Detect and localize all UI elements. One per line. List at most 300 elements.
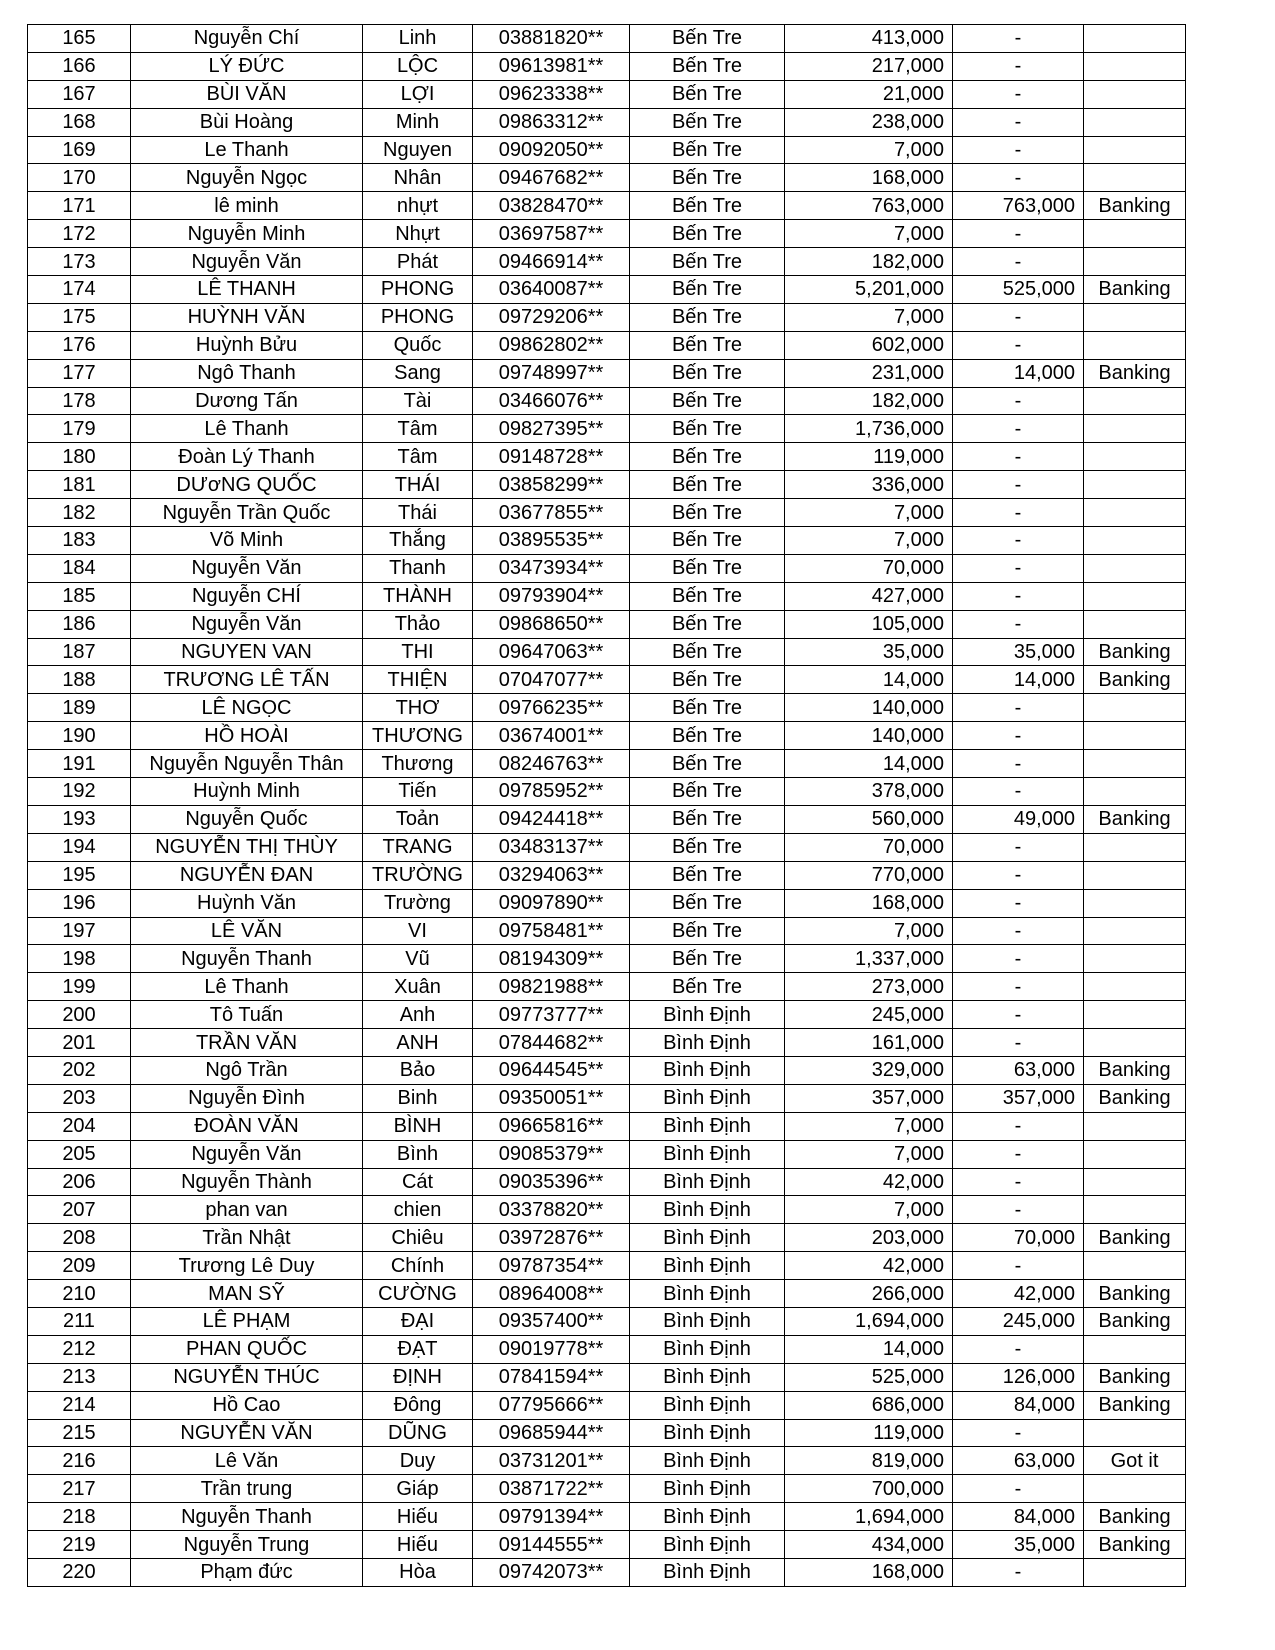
- cell-no: 186: [28, 610, 131, 638]
- cell-paid: -: [953, 1112, 1084, 1140]
- table-row: [28, 359, 1186, 387]
- cell-amount: 266,000: [785, 1280, 953, 1308]
- cell-paid: -: [953, 1196, 1084, 1224]
- cell-amount: 217,000: [785, 52, 953, 80]
- cell-phone: 09773777**: [473, 1001, 630, 1029]
- cell-province: Bình Định: [630, 1196, 785, 1224]
- cell-amount: 245,000: [785, 1001, 953, 1029]
- cell-province: Bến Tre: [630, 164, 785, 192]
- cell-phone: 09742073**: [473, 1558, 630, 1586]
- cell-last-name: VI: [363, 917, 473, 945]
- cell-paid: -: [953, 108, 1084, 136]
- table-row: [28, 471, 1186, 499]
- cell-paid: -: [953, 694, 1084, 722]
- table-row: [28, 861, 1186, 889]
- cell-province: Bến Tre: [630, 722, 785, 750]
- cell-paid: -: [953, 443, 1084, 471]
- cell-province: Bến Tre: [630, 387, 785, 415]
- cell-amount: 119,000: [785, 443, 953, 471]
- cell-no: 179: [28, 415, 131, 443]
- cell-province: Bến Tre: [630, 861, 785, 889]
- cell-amount: 378,000: [785, 778, 953, 806]
- cell-last-name: Tiến: [363, 778, 473, 806]
- cell-paid: -: [953, 722, 1084, 750]
- cell-first-name: Huỳnh Bửu: [131, 331, 363, 359]
- cell-first-name: Le Thanh: [131, 136, 363, 164]
- cell-last-name: Trường: [363, 889, 473, 917]
- table-row: [28, 1140, 1186, 1168]
- cell-method: [1084, 778, 1186, 806]
- cell-first-name: Lê Văn: [131, 1447, 363, 1475]
- cell-method: [1084, 610, 1186, 638]
- cell-phone: 08246763**: [473, 750, 630, 778]
- cell-paid: -: [953, 52, 1084, 80]
- cell-first-name: Ngô Trần: [131, 1056, 363, 1084]
- cell-paid: -: [953, 25, 1084, 53]
- cell-paid: 49,000: [953, 805, 1084, 833]
- cell-no: 199: [28, 973, 131, 1001]
- cell-method: Banking: [1084, 276, 1186, 304]
- cell-province: Bến Tre: [630, 917, 785, 945]
- table-row: [28, 1029, 1186, 1057]
- cell-method: [1084, 945, 1186, 973]
- cell-paid: -: [953, 331, 1084, 359]
- table-row: [28, 722, 1186, 750]
- cell-last-name: PHONG: [363, 276, 473, 304]
- table-row: [28, 1391, 1186, 1419]
- cell-method: [1084, 80, 1186, 108]
- cell-last-name: Hiếu: [363, 1531, 473, 1559]
- cell-no: 203: [28, 1084, 131, 1112]
- cell-last-name: TRƯỜNG: [363, 861, 473, 889]
- cell-paid: 84,000: [953, 1503, 1084, 1531]
- cell-amount: 168,000: [785, 1558, 953, 1586]
- cell-province: Bình Định: [630, 1363, 785, 1391]
- cell-first-name: NGUYỄN THỊ THÙY: [131, 833, 363, 861]
- cell-first-name: Nguyễn Trung: [131, 1531, 363, 1559]
- cell-amount: 42,000: [785, 1252, 953, 1280]
- cell-no: 211: [28, 1307, 131, 1335]
- table-row: [28, 638, 1186, 666]
- cell-method: [1084, 527, 1186, 555]
- cell-last-name: LỘC: [363, 52, 473, 80]
- cell-amount: 119,000: [785, 1419, 953, 1447]
- table-row: [28, 1112, 1186, 1140]
- cell-no: 178: [28, 387, 131, 415]
- cell-first-name: Võ Minh: [131, 527, 363, 555]
- cell-method: Banking: [1084, 1363, 1186, 1391]
- table-row: [28, 164, 1186, 192]
- table-row: [28, 694, 1186, 722]
- cell-phone: 03871722**: [473, 1475, 630, 1503]
- cell-method: [1084, 1140, 1186, 1168]
- cell-last-name: ĐẠT: [363, 1335, 473, 1363]
- cell-no: 182: [28, 499, 131, 527]
- table-body: [28, 25, 1186, 1587]
- cell-paid: -: [953, 1335, 1084, 1363]
- cell-method: Banking: [1084, 359, 1186, 387]
- cell-phone: 09424418**: [473, 805, 630, 833]
- cell-phone: 03828470**: [473, 192, 630, 220]
- cell-paid: 763,000: [953, 192, 1084, 220]
- cell-first-name: Trương Lê Duy: [131, 1252, 363, 1280]
- cell-phone: 09144555**: [473, 1531, 630, 1559]
- cell-phone: 09827395**: [473, 415, 630, 443]
- cell-no: 205: [28, 1140, 131, 1168]
- cell-first-name: TRẦN VĂN: [131, 1029, 363, 1057]
- cell-no: 172: [28, 220, 131, 248]
- table-row: [28, 1335, 1186, 1363]
- cell-last-name: Bình: [363, 1140, 473, 1168]
- cell-method: [1084, 861, 1186, 889]
- cell-last-name: Nhân: [363, 164, 473, 192]
- cell-paid: -: [953, 136, 1084, 164]
- cell-province: Bình Định: [630, 1475, 785, 1503]
- table-row: [28, 443, 1186, 471]
- table-row: [28, 220, 1186, 248]
- cell-paid: -: [953, 499, 1084, 527]
- cell-no: 187: [28, 638, 131, 666]
- cell-paid: -: [953, 750, 1084, 778]
- table-row: [28, 1419, 1186, 1447]
- cell-paid: 35,000: [953, 1531, 1084, 1559]
- cell-province: Bến Tre: [630, 359, 785, 387]
- cell-paid: -: [953, 582, 1084, 610]
- table-row: [28, 778, 1186, 806]
- table-row: [28, 499, 1186, 527]
- cell-paid: 14,000: [953, 359, 1084, 387]
- cell-paid: -: [953, 1140, 1084, 1168]
- cell-last-name: Thanh: [363, 554, 473, 582]
- cell-amount: 168,000: [785, 889, 953, 917]
- cell-method: [1084, 331, 1186, 359]
- cell-paid: -: [953, 833, 1084, 861]
- cell-method: [1084, 303, 1186, 331]
- cell-amount: 7,000: [785, 499, 953, 527]
- cell-province: Bến Tre: [630, 136, 785, 164]
- cell-paid: 84,000: [953, 1391, 1084, 1419]
- cell-no: 177: [28, 359, 131, 387]
- cell-first-name: NGUYEN VAN: [131, 638, 363, 666]
- cell-province: Bình Định: [630, 1084, 785, 1112]
- cell-province: Bến Tre: [630, 582, 785, 610]
- table-row: [28, 108, 1186, 136]
- table-row: [28, 1475, 1186, 1503]
- table-row: [28, 554, 1186, 582]
- cell-method: Banking: [1084, 666, 1186, 694]
- cell-phone: 09357400**: [473, 1307, 630, 1335]
- cell-first-name: LÊ THANH: [131, 276, 363, 304]
- cell-province: Bến Tre: [630, 443, 785, 471]
- cell-no: 173: [28, 248, 131, 276]
- cell-method: [1084, 889, 1186, 917]
- cell-no: 214: [28, 1391, 131, 1419]
- cell-province: Bến Tre: [630, 945, 785, 973]
- cell-amount: 14,000: [785, 666, 953, 694]
- cell-province: Bình Định: [630, 1168, 785, 1196]
- cell-amount: 182,000: [785, 387, 953, 415]
- cell-last-name: ĐẠI: [363, 1307, 473, 1335]
- cell-first-name: NGUYỄN ĐAN: [131, 861, 363, 889]
- cell-province: Bến Tre: [630, 192, 785, 220]
- cell-amount: 336,000: [785, 471, 953, 499]
- cell-first-name: Nguyễn Đình: [131, 1084, 363, 1112]
- cell-phone: 07841594**: [473, 1363, 630, 1391]
- cell-last-name: nhựt: [363, 192, 473, 220]
- cell-amount: 1,694,000: [785, 1503, 953, 1531]
- cell-first-name: Lê Thanh: [131, 973, 363, 1001]
- cell-last-name: Toản: [363, 805, 473, 833]
- cell-province: Bến Tre: [630, 805, 785, 833]
- cell-last-name: Cát: [363, 1168, 473, 1196]
- cell-no: 217: [28, 1475, 131, 1503]
- cell-phone: 03674001**: [473, 722, 630, 750]
- cell-method: [1084, 1558, 1186, 1586]
- cell-method: [1084, 136, 1186, 164]
- table-row: [28, 1447, 1186, 1475]
- cell-no: 192: [28, 778, 131, 806]
- cell-province: Bến Tre: [630, 554, 785, 582]
- cell-amount: 14,000: [785, 1335, 953, 1363]
- cell-phone: 09148728**: [473, 443, 630, 471]
- cell-phone: 09644545**: [473, 1056, 630, 1084]
- table-row: [28, 1280, 1186, 1308]
- cell-phone: 03294063**: [473, 861, 630, 889]
- cell-phone: 09758481**: [473, 917, 630, 945]
- cell-province: Bình Định: [630, 1447, 785, 1475]
- table-row: [28, 1224, 1186, 1252]
- cell-last-name: Duy: [363, 1447, 473, 1475]
- cell-first-name: phan van: [131, 1196, 363, 1224]
- cell-amount: 7,000: [785, 220, 953, 248]
- cell-first-name: Nguyễn Văn: [131, 554, 363, 582]
- cell-no: 165: [28, 25, 131, 53]
- cell-phone: 03466076**: [473, 387, 630, 415]
- cell-no: 170: [28, 164, 131, 192]
- winners-table: [27, 24, 1186, 1587]
- table-row: [28, 136, 1186, 164]
- cell-first-name: LÝ ĐỨC: [131, 52, 363, 80]
- cell-method: [1084, 248, 1186, 276]
- cell-last-name: Minh: [363, 108, 473, 136]
- cell-last-name: THÀNH: [363, 582, 473, 610]
- cell-first-name: LÊ PHẠM: [131, 1307, 363, 1335]
- cell-last-name: Quốc: [363, 331, 473, 359]
- cell-province: Bến Tre: [630, 610, 785, 638]
- cell-phone: 09467682**: [473, 164, 630, 192]
- cell-province: Bến Tre: [630, 331, 785, 359]
- cell-amount: 329,000: [785, 1056, 953, 1084]
- cell-method: [1084, 387, 1186, 415]
- table-row: [28, 331, 1186, 359]
- cell-last-name: Tâm: [363, 443, 473, 471]
- cell-no: 168: [28, 108, 131, 136]
- cell-amount: 21,000: [785, 80, 953, 108]
- cell-amount: 525,000: [785, 1363, 953, 1391]
- cell-first-name: Nguyễn Chí: [131, 25, 363, 53]
- cell-method: [1084, 1252, 1186, 1280]
- cell-last-name: Nguyen: [363, 136, 473, 164]
- cell-paid: -: [953, 80, 1084, 108]
- table-row: [28, 750, 1186, 778]
- cell-no: 190: [28, 722, 131, 750]
- table-row: [28, 527, 1186, 555]
- cell-method: [1084, 25, 1186, 53]
- cell-last-name: Binh: [363, 1084, 473, 1112]
- cell-amount: 7,000: [785, 136, 953, 164]
- cell-phone: 09785952**: [473, 778, 630, 806]
- cell-province: Bến Tre: [630, 638, 785, 666]
- cell-paid: -: [953, 220, 1084, 248]
- cell-province: Bình Định: [630, 1307, 785, 1335]
- cell-last-name: chien: [363, 1196, 473, 1224]
- cell-amount: 70,000: [785, 833, 953, 861]
- cell-no: 210: [28, 1280, 131, 1308]
- table-row: [28, 192, 1186, 220]
- cell-last-name: Thắng: [363, 527, 473, 555]
- cell-first-name: DƯơNG QUỐC: [131, 471, 363, 499]
- table-row: [28, 248, 1186, 276]
- cell-method: [1084, 220, 1186, 248]
- cell-method: [1084, 722, 1186, 750]
- cell-phone: 09019778**: [473, 1335, 630, 1363]
- cell-no: 212: [28, 1335, 131, 1363]
- cell-phone: 09868650**: [473, 610, 630, 638]
- cell-last-name: Chiêu: [363, 1224, 473, 1252]
- cell-first-name: TRƯƠNG LÊ TẤN: [131, 666, 363, 694]
- cell-paid: -: [953, 554, 1084, 582]
- cell-province: Bến Tre: [630, 750, 785, 778]
- cell-no: 194: [28, 833, 131, 861]
- cell-first-name: Trần trung: [131, 1475, 363, 1503]
- cell-no: 202: [28, 1056, 131, 1084]
- cell-method: [1084, 1029, 1186, 1057]
- cell-last-name: Đông: [363, 1391, 473, 1419]
- cell-no: 215: [28, 1419, 131, 1447]
- cell-phone: 03483137**: [473, 833, 630, 861]
- cell-last-name: Sang: [363, 359, 473, 387]
- cell-last-name: Vũ: [363, 945, 473, 973]
- cell-first-name: LÊ NGỌC: [131, 694, 363, 722]
- cell-phone: 03378820**: [473, 1196, 630, 1224]
- cell-no: 218: [28, 1503, 131, 1531]
- cell-first-name: Nguyễn Nguyễn Thân: [131, 750, 363, 778]
- cell-no: 208: [28, 1224, 131, 1252]
- cell-province: Bình Định: [630, 1001, 785, 1029]
- cell-paid: -: [953, 527, 1084, 555]
- cell-phone: 09729206**: [473, 303, 630, 331]
- table-row: [28, 276, 1186, 304]
- cell-phone: 09665816**: [473, 1112, 630, 1140]
- cell-last-name: Hiếu: [363, 1503, 473, 1531]
- cell-method: [1084, 471, 1186, 499]
- cell-province: Bình Định: [630, 1391, 785, 1419]
- cell-province: Bình Định: [630, 1503, 785, 1531]
- table-row: [28, 1363, 1186, 1391]
- cell-province: Bến Tre: [630, 778, 785, 806]
- cell-phone: 03640087**: [473, 276, 630, 304]
- cell-amount: 203,000: [785, 1224, 953, 1252]
- cell-phone: 09350051**: [473, 1084, 630, 1112]
- table-row: [28, 1196, 1186, 1224]
- cell-phone: 09035396**: [473, 1168, 630, 1196]
- cell-phone: 09862802**: [473, 331, 630, 359]
- cell-no: 169: [28, 136, 131, 164]
- cell-amount: 273,000: [785, 973, 953, 1001]
- cell-last-name: Phát: [363, 248, 473, 276]
- cell-first-name: Nguyễn CHÍ: [131, 582, 363, 610]
- cell-amount: 819,000: [785, 1447, 953, 1475]
- cell-no: 196: [28, 889, 131, 917]
- cell-province: Bến Tre: [630, 303, 785, 331]
- cell-phone: 07844682**: [473, 1029, 630, 1057]
- cell-last-name: Anh: [363, 1001, 473, 1029]
- table-row: [28, 666, 1186, 694]
- cell-province: Bến Tre: [630, 248, 785, 276]
- table-row: [28, 387, 1186, 415]
- cell-first-name: Huỳnh Minh: [131, 778, 363, 806]
- cell-amount: 700,000: [785, 1475, 953, 1503]
- cell-method: Banking: [1084, 1503, 1186, 1531]
- cell-paid: -: [953, 164, 1084, 192]
- cell-last-name: PHONG: [363, 303, 473, 331]
- cell-method: Banking: [1084, 1307, 1186, 1335]
- cell-last-name: CƯỜNG: [363, 1280, 473, 1308]
- cell-phone: 03972876**: [473, 1224, 630, 1252]
- cell-province: Bình Định: [630, 1056, 785, 1084]
- cell-paid: 126,000: [953, 1363, 1084, 1391]
- cell-phone: 09863312**: [473, 108, 630, 136]
- cell-amount: 35,000: [785, 638, 953, 666]
- cell-province: Bến Tre: [630, 666, 785, 694]
- cell-phone: 03697587**: [473, 220, 630, 248]
- cell-paid: -: [953, 1029, 1084, 1057]
- cell-no: 198: [28, 945, 131, 973]
- cell-paid: -: [953, 945, 1084, 973]
- cell-paid: 63,000: [953, 1056, 1084, 1084]
- cell-phone: 09793904**: [473, 582, 630, 610]
- table-row: [28, 1056, 1186, 1084]
- cell-no: 207: [28, 1196, 131, 1224]
- cell-no: 200: [28, 1001, 131, 1029]
- cell-no: 174: [28, 276, 131, 304]
- cell-phone: 03677855**: [473, 499, 630, 527]
- cell-first-name: LÊ VĂN: [131, 917, 363, 945]
- cell-paid: -: [953, 303, 1084, 331]
- cell-province: Bình Định: [630, 1029, 785, 1057]
- table-row: [28, 805, 1186, 833]
- cell-first-name: MAN SỸ: [131, 1280, 363, 1308]
- cell-phone: 09623338**: [473, 80, 630, 108]
- cell-amount: 1,736,000: [785, 415, 953, 443]
- cell-no: 171: [28, 192, 131, 220]
- cell-no: 181: [28, 471, 131, 499]
- cell-amount: 1,694,000: [785, 1307, 953, 1335]
- cell-last-name: ĐỊNH: [363, 1363, 473, 1391]
- cell-paid: -: [953, 1419, 1084, 1447]
- cell-phone: 09092050**: [473, 136, 630, 164]
- cell-first-name: Đoàn Lý Thanh: [131, 443, 363, 471]
- cell-amount: 7,000: [785, 917, 953, 945]
- cell-province: Bình Định: [630, 1531, 785, 1559]
- cell-last-name: THI: [363, 638, 473, 666]
- cell-no: 204: [28, 1112, 131, 1140]
- cell-amount: 105,000: [785, 610, 953, 638]
- cell-phone: 03881820**: [473, 25, 630, 53]
- cell-province: Bến Tre: [630, 889, 785, 917]
- cell-first-name: PHAN QUỐC: [131, 1335, 363, 1363]
- cell-phone: 03858299**: [473, 471, 630, 499]
